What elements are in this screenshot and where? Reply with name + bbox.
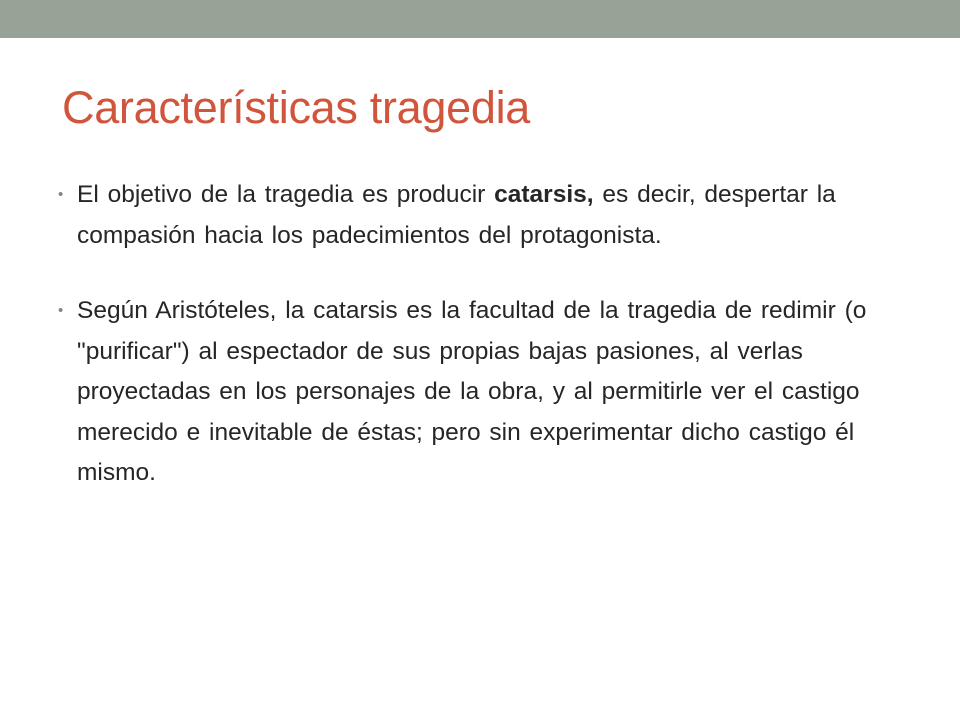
bullet-dot-icon: • — [58, 302, 64, 319]
top-accent-band — [0, 0, 960, 38]
bullet-1-bold-term: catarsis, — [494, 181, 594, 208]
bullet-1-text-start: El objetivo de la tragedia es producir — [77, 181, 495, 208]
bullet-dot-icon: • — [58, 186, 64, 203]
bullet-2-text: Según Aristóteles, la catarsis es la facultad de la tragedia de redimir (o "purificar") al espectador de sus propias bajas pasiones, al verlas proyectadas en los personajes de la obra, y al permitirle ver el castigo merecido e inevitable de éstas; pero sin experimentar dicho castigo él mismo. — [77, 297, 867, 486]
bullet-1-text-end: es decir, despertar la compasión hacia los padecimientos del protagonista. — [77, 181, 836, 249]
bullet-item-aristoteles — [58, 291, 908, 494]
slide-body — [58, 175, 908, 494]
bullet-item-objetivo — [58, 175, 908, 256]
slide-title: Características tragedia — [62, 82, 531, 133]
